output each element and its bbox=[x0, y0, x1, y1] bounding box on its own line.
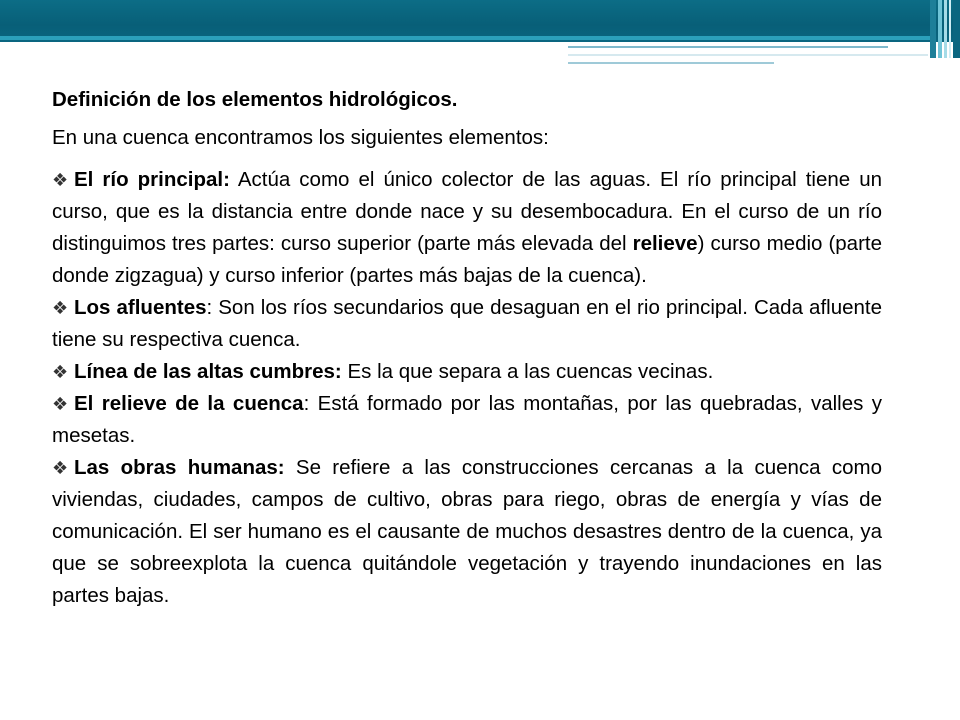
diamond-bullet-icon: ❖ bbox=[52, 298, 69, 318]
elements-list bbox=[52, 164, 882, 612]
list-item bbox=[52, 452, 882, 612]
item-term: Los afluentes bbox=[74, 296, 207, 319]
banner-accent-bar bbox=[930, 0, 936, 58]
item-text: : Está formado por las montañas, por las quebradas, valles y mesetas. bbox=[52, 392, 882, 447]
list-item bbox=[52, 356, 882, 388]
slide-intro: En una cuenca encontramos los siguientes elementos: bbox=[52, 126, 549, 149]
item-text: ) curso medio (parte donde zigzagua) y curso inferior (partes más bajas de la cuenca). bbox=[52, 232, 882, 287]
diamond-bullet-icon: ❖ bbox=[52, 458, 69, 478]
item-text: : Son los ríos secundarios que desaguan en el rio principal. Cada afluente tiene su respectiva cuenca. bbox=[52, 296, 882, 351]
item-text: Actúa como el único colector de las aguas. El río principal tiene un curso, que es la distancia entre donde nace y su desembocadura. En el curso de un río distinguimos tres partes: curso superior (parte más elevada del bbox=[52, 168, 882, 255]
decorative-line bbox=[568, 54, 928, 56]
item-term: Las obras humanas: bbox=[74, 456, 285, 479]
banner-accent-bar bbox=[953, 0, 960, 58]
item-term: Línea de las altas cumbres: bbox=[74, 360, 342, 383]
banner-accent-bar bbox=[938, 0, 942, 58]
banner-accent-bar bbox=[944, 0, 947, 58]
decorative-line bbox=[568, 62, 774, 64]
item-bold-word: relieve bbox=[632, 232, 698, 255]
list-item bbox=[52, 388, 882, 452]
item-text: Es la que separa a las cuencas vecinas. bbox=[341, 360, 714, 383]
slide-heading: Definición de los elementos hidrológicos. bbox=[52, 88, 458, 111]
item-text: Se refiere a las construcciones cercanas a la cuenca como viviendas, ciudades, campos de cultivo, obras para riego, obras de energía y vías de comunicación. El ser humano es el causante de muchos desastres dentro de la cuenca, ya que se sobreexplota la cuenca quitándole vegetación y trayendo inundaciones en las partes bajas. bbox=[52, 456, 882, 607]
diamond-bullet-icon: ❖ bbox=[52, 394, 69, 414]
banner-stripe bbox=[0, 36, 930, 40]
item-term: El relieve de la cuenca bbox=[74, 392, 304, 415]
decorative-line bbox=[568, 46, 888, 48]
banner-accent-bar bbox=[949, 0, 951, 58]
list-item bbox=[52, 292, 882, 356]
slide-content bbox=[52, 84, 882, 612]
list-item bbox=[52, 164, 882, 292]
diamond-bullet-icon: ❖ bbox=[52, 362, 69, 382]
item-term: El río principal: bbox=[74, 168, 230, 191]
diamond-bullet-icon: ❖ bbox=[52, 170, 69, 190]
